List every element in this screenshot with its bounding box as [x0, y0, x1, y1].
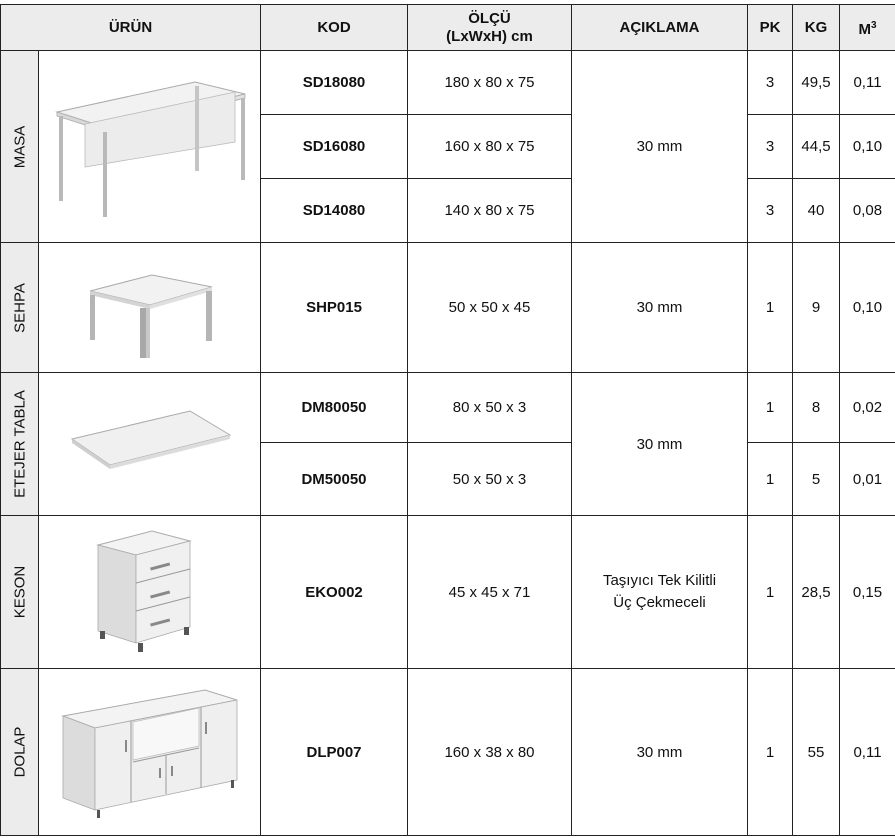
header-m3-sup: 3 [870, 19, 877, 31]
product-m3: 0,11 [840, 669, 895, 836]
product-description: 30 mm [572, 51, 748, 243]
product-size: 45 x 45 x 71 [408, 516, 572, 669]
drawer-unit-icon [90, 525, 210, 660]
product-kg: 28,5 [793, 516, 840, 669]
product-code: DLP007 [261, 669, 408, 836]
product-description [572, 516, 748, 669]
product-m3: 0,10 [840, 115, 895, 179]
product-code: DM80050 [261, 373, 408, 443]
category-label: DOLAP [11, 726, 28, 778]
table-row [1, 373, 895, 443]
category-label: SEHPA [11, 282, 28, 333]
header-olcu [408, 5, 572, 51]
header-kod: KOD [261, 5, 408, 51]
header-olcu-line2: (LxWxH) cm [446, 27, 533, 45]
product-kg: 49,5 [793, 51, 840, 115]
product-pk: 1 [748, 669, 793, 836]
desk-icon [45, 72, 255, 222]
product-image-cell [39, 243, 261, 373]
product-size: 180 x 80 x 75 [408, 51, 572, 115]
table-row [1, 669, 895, 836]
product-kg: 8 [793, 373, 840, 443]
shelf-board-icon [60, 399, 240, 489]
product-size: 50 x 50 x 45 [408, 243, 572, 373]
header-pk: PK [748, 5, 793, 51]
product-code: DM50050 [261, 443, 408, 516]
category-cell-dolap [1, 669, 39, 836]
table-row [1, 51, 895, 115]
header-kg: KG [793, 5, 840, 51]
product-pk: 1 [748, 243, 793, 373]
product-pk: 3 [748, 115, 793, 179]
product-description: 30 mm [572, 669, 748, 836]
product-image-cell [39, 373, 261, 516]
product-description: 30 mm [572, 243, 748, 373]
product-m3: 0,15 [840, 516, 895, 669]
product-m3: 0,11 [840, 51, 895, 115]
product-kg: 55 [793, 669, 840, 836]
product-kg: 40 [793, 179, 840, 243]
cabinet-icon [55, 682, 245, 822]
product-m3: 0,10 [840, 243, 895, 373]
product-description: 30 mm [572, 373, 748, 516]
table-row [1, 243, 895, 373]
description-line-2: Üç Çekmeceli [613, 594, 706, 611]
product-size: 160 x 38 x 80 [408, 669, 572, 836]
product-code: SHP015 [261, 243, 408, 373]
product-pk: 1 [748, 373, 793, 443]
product-size: 140 x 80 x 75 [408, 179, 572, 243]
product-m3: 0,02 [840, 373, 895, 443]
product-m3: 0,08 [840, 179, 895, 243]
product-m3: 0,01 [840, 443, 895, 516]
header-row [1, 5, 895, 51]
product-code: EKO002 [261, 516, 408, 669]
header-urun: ÜRÜN [1, 5, 261, 51]
category-label: KESON [11, 565, 28, 619]
header-aciklama: AÇIKLAMA [572, 5, 748, 51]
product-size: 80 x 50 x 3 [408, 373, 572, 443]
product-pk: 1 [748, 443, 793, 516]
description-line-1: Taşıyıcı Tek Kilitli [602, 572, 717, 589]
category-cell-masa [1, 51, 39, 243]
product-pk: 3 [748, 51, 793, 115]
product-table [0, 4, 895, 836]
product-size: 50 x 50 x 3 [408, 443, 572, 516]
category-label: ETEJER TABLA [11, 390, 28, 498]
coffee-table-icon [80, 253, 220, 363]
product-code: SD16080 [261, 115, 408, 179]
product-code: SD14080 [261, 179, 408, 243]
header-m3-label: M [858, 20, 871, 38]
category-cell-sehpa [1, 243, 39, 373]
header-m3 [840, 5, 895, 51]
product-code: SD18080 [261, 51, 408, 115]
product-kg: 44,5 [793, 115, 840, 179]
category-cell-keson [1, 516, 39, 669]
product-pk: 3 [748, 179, 793, 243]
category-label: MASA [11, 125, 28, 168]
table-row [1, 516, 895, 669]
header-olcu-line1: ÖLÇÜ [468, 9, 511, 27]
product-kg: 9 [793, 243, 840, 373]
product-image-cell [39, 516, 261, 669]
category-cell-etejer-tabla [1, 373, 39, 516]
product-kg: 5 [793, 443, 840, 516]
product-size: 160 x 80 x 75 [408, 115, 572, 179]
product-pk: 1 [748, 516, 793, 669]
product-image-cell [39, 669, 261, 836]
product-image-cell [39, 51, 261, 243]
